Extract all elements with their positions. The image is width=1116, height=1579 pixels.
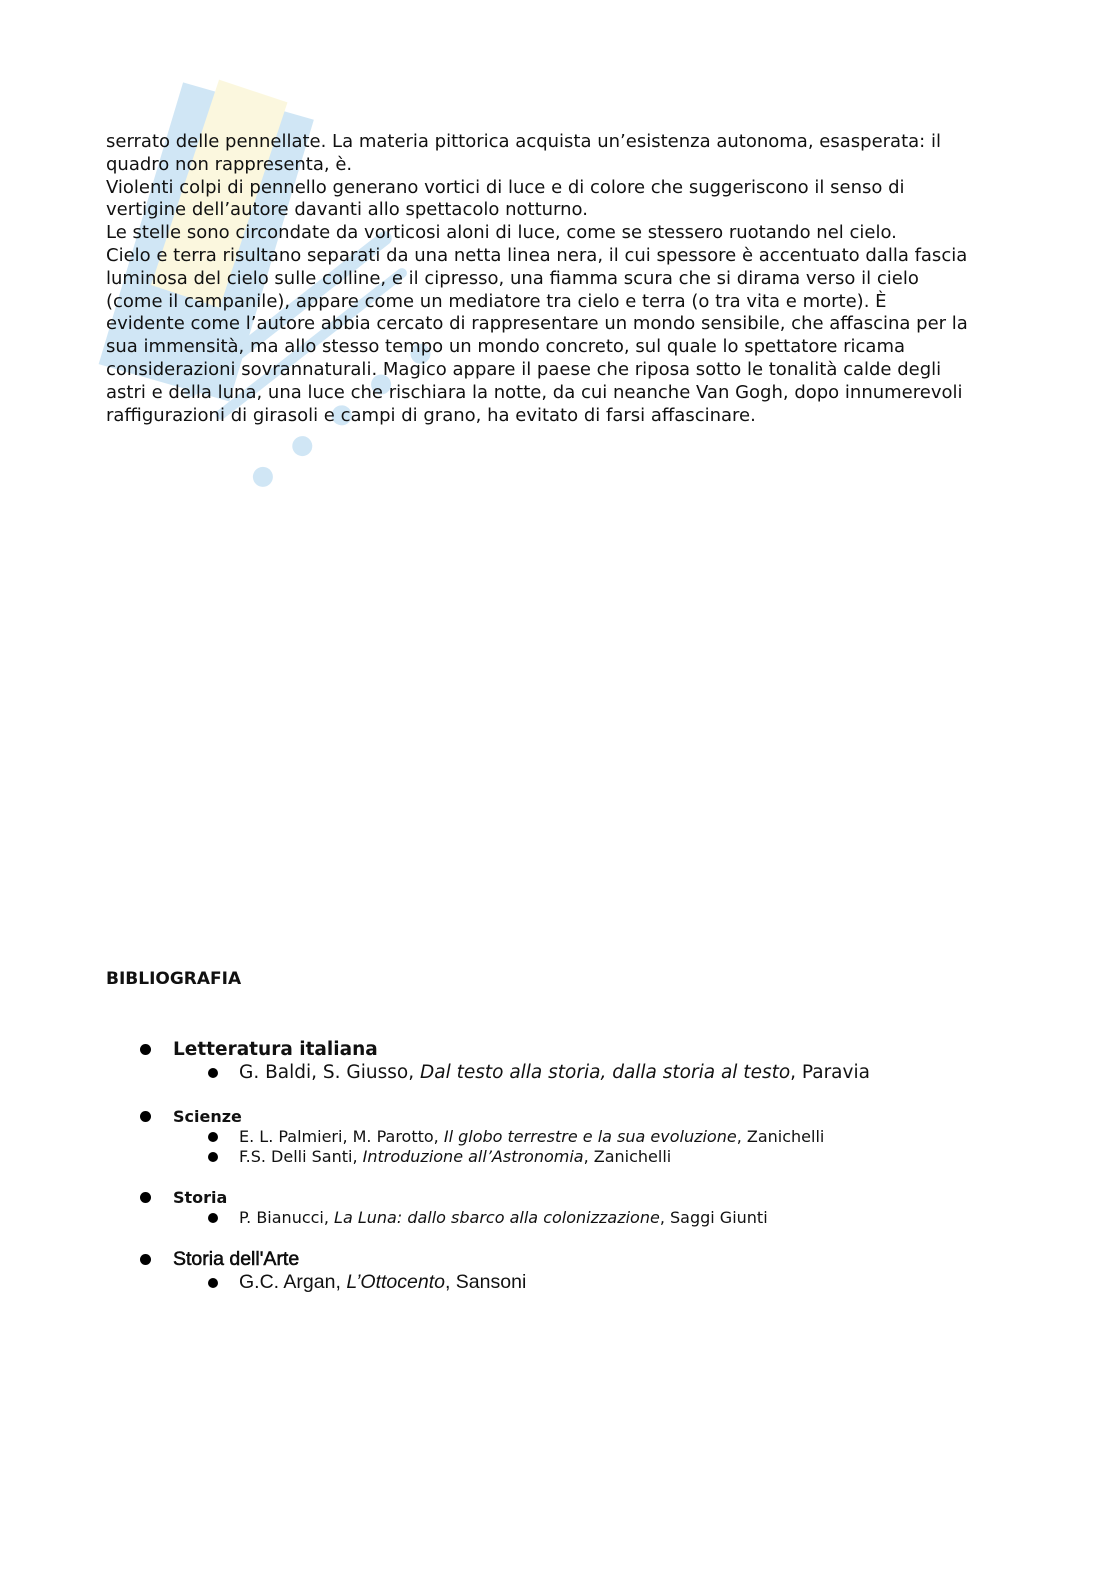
text-line: luminosa del cielo sulle colline, e il cipresso, una fiamma scura che si dirama verso il cielo xyxy=(106,267,919,289)
text-line: vertigine dell’autore davanti allo spettacolo notturno. xyxy=(106,199,588,221)
text-line: Le stelle sono circondate da vorticosi aloni di luce, come se stessero ruotando nel cielo. xyxy=(106,222,897,244)
bullet-icon xyxy=(208,1132,218,1142)
text-line: Cielo e terra risultano separati da una netta linea nera, il cui spessore è accentuato dalla fascia xyxy=(106,244,968,266)
entry-text: G.C. Argan, L’Ottocento, Sansoni xyxy=(239,1271,527,1293)
bibliography-entry xyxy=(208,1147,671,1166)
entry-text: F.S. Delli Santi, Introduzione all’Astronomia, Zanichelli xyxy=(239,1147,672,1166)
category-label: Scienze xyxy=(173,1107,242,1126)
text-line: evidente come l’autore abbia cercato di rappresentare un mondo sensibile, che affascina per la xyxy=(106,313,968,335)
text-line: Violenti colpi di pennello generano vortici di luce e di colore che suggeriscono il senso di xyxy=(106,176,905,198)
bibliography-category xyxy=(140,1248,299,1271)
bibliography-category xyxy=(140,1039,378,1060)
text-line: quadro non rappresenta, è. xyxy=(106,153,353,175)
entry-text: P. Bianucci, La Luna: dallo sbarco alla colonizzazione, Saggi Giunti xyxy=(239,1208,768,1227)
bullet-icon xyxy=(140,1192,151,1203)
text-line: sua immensità, ma allo stesso tempo un mondo concreto, sul quale lo spettatore ricama xyxy=(106,336,906,358)
bullet-icon xyxy=(208,1152,218,1162)
body-text-block xyxy=(106,131,1006,427)
bibliography-category xyxy=(140,1107,242,1126)
bibliography-title: BIBLIOGRAFIA xyxy=(106,969,242,989)
body-paragraph xyxy=(106,131,1006,427)
text-line: considerazioni sovrannaturali. Magico appare il paese che riposa sotto le tonalità calde degli xyxy=(106,358,942,380)
bullet-icon xyxy=(140,1254,151,1265)
entry-text: G. Baldi, S. Giusso, Dal testo alla storia, dalla storia al testo, Paravia xyxy=(239,1062,870,1083)
bibliography-category xyxy=(140,1188,227,1207)
text-line: (come il campanile), appare come un mediatore tra cielo e terra (o tra vita e morte). È xyxy=(106,290,887,312)
bullet-icon xyxy=(208,1278,218,1288)
text-line: serrato delle pennellate. La materia pittorica acquista un’esistenza autonoma, esasperata: il xyxy=(106,131,941,152)
bibliography-entry xyxy=(208,1062,870,1083)
category-label: Letteratura italiana xyxy=(173,1039,378,1060)
bibliography-entry xyxy=(208,1271,526,1294)
bibliography-entry xyxy=(208,1208,768,1227)
text-line: astri e della luna, una luce che rischiara la notte, da cui neanche Van Gogh, dopo innumerevoli xyxy=(106,381,963,403)
bullet-icon xyxy=(208,1068,218,1078)
bullet-icon xyxy=(140,1111,151,1122)
entry-text: E. L. Palmieri, M. Parotto, Il globo terrestre e la sua evoluzione, Zanichelli xyxy=(239,1127,825,1146)
bullet-icon xyxy=(140,1044,151,1055)
text-line: raffigurazioni di girasoli e campi di grano, ha evitato di farsi affascinare. xyxy=(106,404,756,426)
category-label: Storia dell'Arte xyxy=(173,1248,300,1270)
bullet-icon xyxy=(208,1213,218,1223)
category-label: Storia xyxy=(173,1188,228,1207)
bibliography-entry xyxy=(208,1127,824,1146)
